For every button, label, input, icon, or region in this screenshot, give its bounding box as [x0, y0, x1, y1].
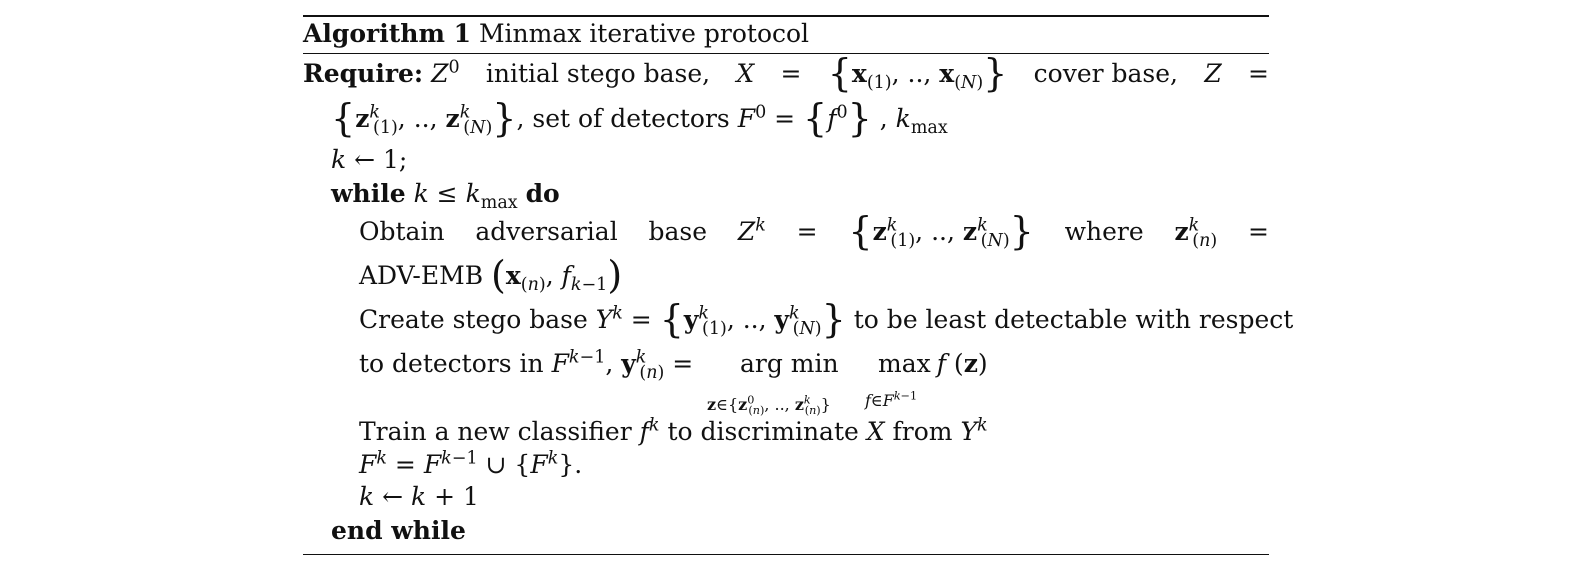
- init-step: k ← 1;: [331, 145, 408, 174]
- while-line: while $k \le k_{max}$ do: [331, 179, 560, 213]
- step2-text-b: to be least detectable with respect: [853, 305, 1294, 334]
- algorithm-block: [303, 15, 1294, 555]
- step1-line-1: [359, 209, 1269, 253]
- algorithm-label: Algorithm 1: [303, 19, 471, 48]
- require-label: Require:: [303, 59, 424, 88]
- require-text-a: initial stego base,: [485, 59, 711, 88]
- do-keyword: do: [525, 179, 560, 208]
- max-operator: max f (z): [878, 349, 988, 378]
- argmin-subscript: $z\in\{z^0_{(n)}$, .., $z^k_{(n)}$}: [707, 393, 831, 418]
- cover-symbol: X: [736, 59, 755, 88]
- equals-1: =: [780, 59, 802, 88]
- step1-equals-2: =: [1248, 217, 1269, 246]
- step1-zk: $Z^k$: [737, 215, 766, 246]
- step1-word-adversarial: adversarial: [475, 217, 618, 246]
- adv-emb: ADV-EMB: [359, 261, 484, 290]
- step3-text-a: Train a new classifier: [359, 417, 632, 446]
- require-line-2: {$z^k_{(1)}$, .., $z^k_{(N)}$}, set of detectors $F^0 = \{f^0\}$ , $k_{max}$: [331, 96, 948, 140]
- step1-zkn: $z^k_{(n)}$: [1174, 215, 1218, 251]
- caption-rule: [303, 53, 1269, 54]
- cover-set: {$x_{(1)}$, .., $x_{(N)}$}: [827, 51, 1008, 95]
- step2-line-1: Create stego base $Y^k = \{y^k_{(1)}$, .., $y^k_{(N)}$} to be least detectable with respect: [359, 297, 1294, 341]
- step3-line: Train a new classifier $f^k$ to discriminate X from $Y^k$: [359, 415, 988, 446]
- step1-word-where: where: [1064, 217, 1144, 246]
- require-line-1: [303, 51, 1269, 95]
- step1-word-obtain: Obtain: [359, 217, 445, 246]
- end-while: [331, 516, 466, 546]
- end-while-keyword: end while: [331, 516, 466, 545]
- max-label: max: [878, 349, 931, 378]
- while-keyword: while: [331, 179, 406, 208]
- require-text-c: set of detectors: [532, 104, 730, 133]
- step2-line-2: to detectors in $F^{k-1}$, $y^k_{(n)}$ =: [359, 347, 694, 383]
- step3-text-c: from: [892, 417, 953, 446]
- step1-word-base: base: [648, 217, 708, 246]
- step3-text-b: to discriminate: [667, 417, 859, 446]
- step1-set: {$z^k_{(1)}$, .., $z^k_{(N)}$}: [848, 209, 1034, 253]
- step5-line: k ← k + 1: [359, 482, 479, 511]
- step2-text-c: to detectors in: [359, 349, 544, 378]
- adv-symbol: Z: [1204, 59, 1222, 88]
- bottom-rule: [303, 554, 1269, 555]
- step2-text-a: Create stego base: [359, 305, 588, 334]
- require-text-b: cover base,: [1033, 59, 1179, 88]
- step1-line-2: ADV-EMB ($x_{(n)}$, $f_{k-1}$): [359, 253, 623, 297]
- step4-line: $F^k = F^{k-1}$ ∪ $\{F^k\}$.: [359, 448, 583, 479]
- equals-2: =: [1247, 59, 1269, 88]
- max-subscript: $f\in F^{k-1}$: [865, 389, 918, 410]
- algorithm-caption: [303, 19, 809, 49]
- kmax-subscript: max: [480, 193, 518, 213]
- top-rule: [303, 15, 1269, 17]
- algorithm-name: Minmax iterative protocol: [478, 19, 810, 48]
- step1-equals: =: [796, 217, 818, 246]
- require-head: Require: $Z^0$: [303, 57, 460, 88]
- argmin-operator: arg min: [740, 349, 839, 378]
